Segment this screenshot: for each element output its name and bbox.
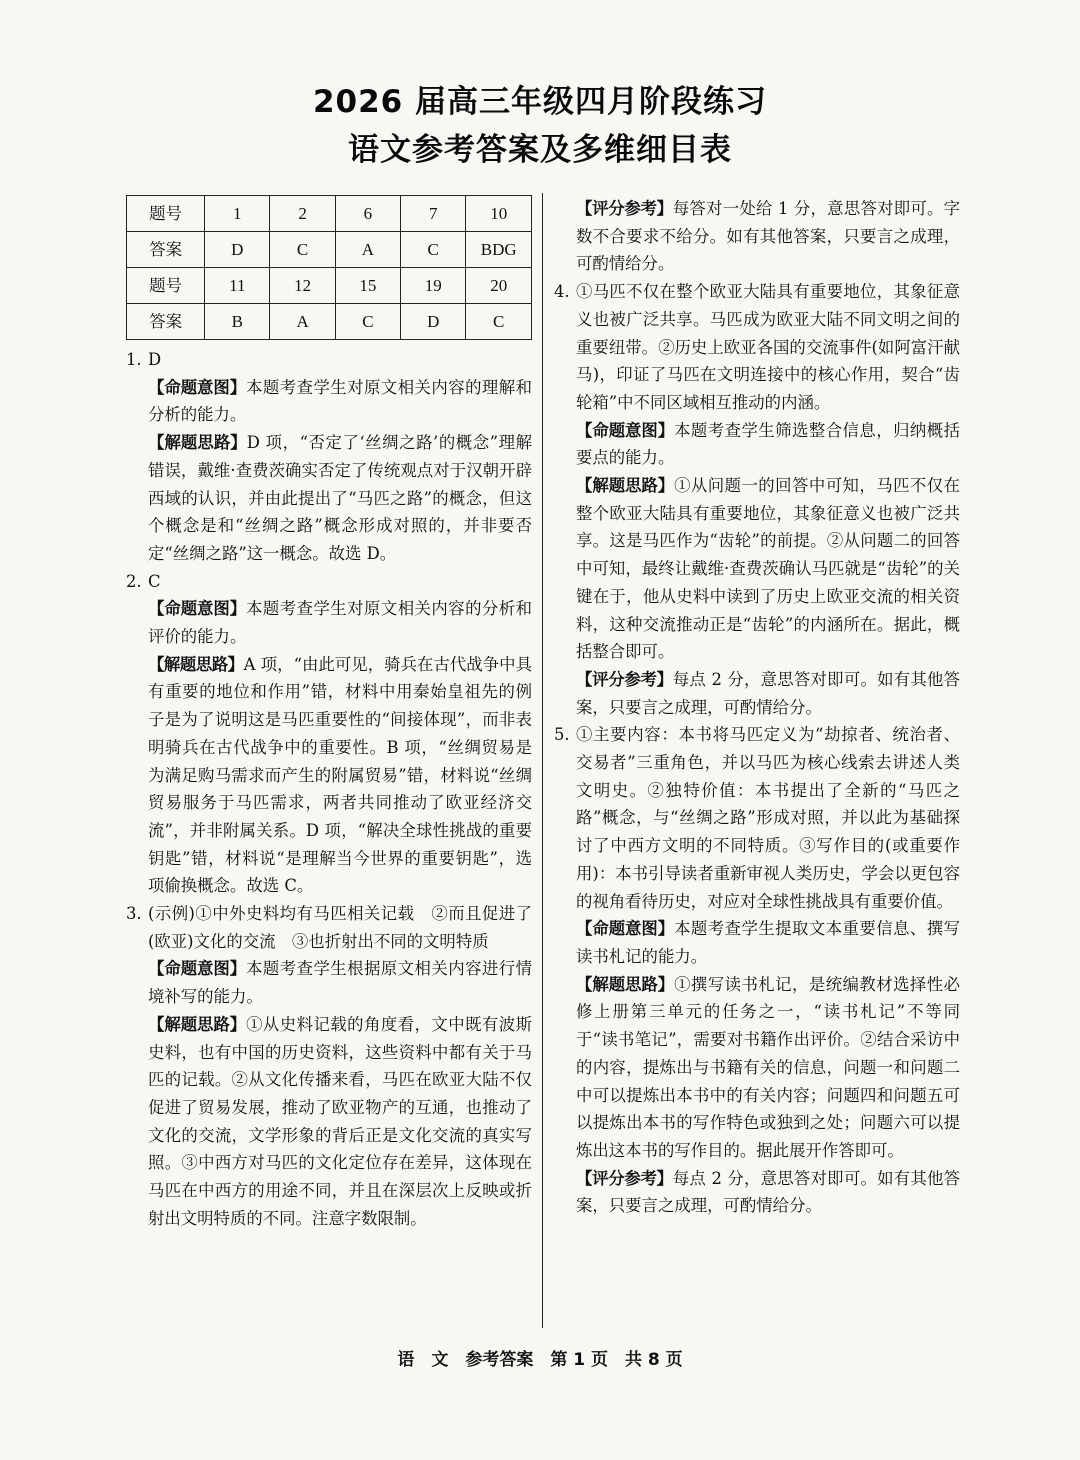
table-cell: BDG	[466, 232, 532, 268]
score-tag: 【评分参考】	[576, 669, 673, 689]
table-cell: 答案	[127, 304, 205, 340]
intent-tag: 【命题意图】	[576, 919, 675, 939]
intent-tag: 【命题意图】	[148, 959, 247, 979]
table-cell: 19	[401, 268, 466, 304]
question-number: 4.	[554, 282, 570, 302]
table-cell: 题号	[127, 268, 205, 304]
score-tag: 【评分参考】	[576, 199, 673, 218]
question-2	[126, 568, 532, 596]
question-number: 3.	[126, 904, 142, 924]
table-cell: C	[401, 232, 466, 268]
answer-text: ①主要内容：本书将马匹定义为“劫掠者、统治者、交易者”三重角色，并以马匹为核心线索去讲述人类文明史。②独特价值：本书提出了全新的“马匹之路”概念，与“丝绸之路”形成对照，并以此为基础探讨了中西方文明的不同特质。③写作目的(或重要作用)：本书引导读者重新审视人类历史，学会以更包容的视角看待历史，对应对全球性挑战具有重要价值。	[576, 725, 960, 911]
question-number: 5.	[554, 725, 570, 745]
score-tag: 【评分参考】	[576, 1168, 673, 1188]
document-title: 2026 届高三年级四月阶段练习	[312, 84, 768, 120]
score-text: 每点 2 分，意思答对即可。如有其他答案，只要言之成理，可酌情给分。	[576, 669, 960, 717]
idea-text: D 项，“否定了‘丝绸之路’的概念”理解错误，戴维·查费茨确实否定了传统观点对于汉朝开辟西域的认识，并由此提出了“马匹之路”的概念，但这个概念是和“丝绸之路”概念形成对照的，并非要否定“丝绸之路”这一概念。故选 D。	[148, 433, 533, 563]
table-cell: A	[270, 304, 335, 340]
table-cell: 题号	[127, 196, 205, 232]
table-cell: 6	[335, 196, 400, 232]
document-subtitle: 语文参考答案及多维细目表	[348, 132, 732, 168]
answer-text: ①马匹不仅在整个欧亚大陆具有重要地位，其象征意义也被广泛共享。马匹成为欧亚大陆不同文明之间的重要纽带。②历史上欧亚各国的交流事件(如阿富汗献马)，印证了马匹在文明连接中的核心作用，契合“齿轮箱”中不同区域相互推动的内涵。	[576, 282, 960, 412]
score-text: 每点 2 分，意思答对即可。如有其他答案，只要言之成理，可酌情给分。	[576, 1168, 960, 1216]
idea-tag: 【解题思路】	[148, 433, 247, 453]
idea-paragraph	[148, 651, 532, 900]
idea-text: ①从史料记载的角度看，文中既有波斯史料，也有中国的历史资料，这些资料中都有关于马匹的记载。②从文化传播来看，马匹在欧亚大陆不仅促进了贸易发展，推动了欧亚物产的互通，也推动了文化的交流，文学形象的背后正是文化交流的真实写照。③中西方对马匹的文化定位存在差异，这体现在马匹在中西方的用途不同，并且在深层次上反映或折射出文明特质的不同。注意字数限制。	[148, 1014, 533, 1228]
question-4	[554, 278, 960, 417]
table-cell: D	[205, 232, 270, 268]
table-cell: B	[205, 304, 270, 340]
idea-paragraph	[148, 1011, 532, 1233]
intent-paragraph	[148, 374, 532, 429]
question-number: 2.	[126, 571, 142, 591]
intent-text: 本题考查学生对原文相关内容的分析和评价的能力。	[148, 599, 533, 647]
table-cell: 2	[270, 196, 335, 232]
table-cell: 11	[205, 268, 270, 304]
table-cell: C	[466, 304, 532, 340]
intent-tag: 【命题意图】	[576, 420, 675, 440]
intent-tag: 【命题意图】	[148, 377, 247, 397]
table-cell: D	[401, 304, 466, 340]
intent-text: 本题考查学生提取文本重要信息、撰写读书札记的能力。	[576, 919, 961, 966]
idea-text: ①从问题一的回答中可知，马匹不仅在整个欧亚大陆具有重要地位，其象征意义也被广泛共享。这是马匹作为“齿轮”的前提。②从问题二的回答中可知，最终让戴维·查费茨确认马匹就是“齿轮”的关键在于，他从史料中读到了历史上欧亚交流的相关资料，这种交流推动正是“齿轮”的内涵所在。据此，概括整合即可。	[576, 476, 961, 662]
table-cell: 20	[466, 268, 532, 304]
idea-tag: 【解题思路】	[576, 974, 675, 994]
table-row	[127, 304, 532, 340]
question-number: 1.	[126, 350, 142, 369]
intent-paragraph	[148, 955, 532, 1010]
table-cell: C	[270, 232, 335, 268]
table-row	[127, 232, 532, 268]
table-cell: 15	[335, 268, 400, 304]
intent-tag: 【命题意图】	[148, 599, 247, 619]
intent-text: 本题考查学生筛选整合信息，归纳概括要点的能力。	[576, 420, 961, 468]
idea-paragraph	[576, 472, 960, 666]
intent-paragraph	[576, 417, 960, 472]
answer-text: C	[148, 571, 161, 591]
idea-text: ①撰写读书札记，是统编教材选择性必修上册第三单元的任务之一，“读书札记”不等同于“读书笔记”，需要对书籍作出评价。②结合采访中的内容，提炼出与书籍有关的信息，问题一和问题二中可以提炼出本书中的有关内容；问题四和问题五可以提炼出本书的写作特色或独到之处；问题六可以提炼出这本书的写作目的。据此展开作答即可。	[576, 974, 961, 1160]
idea-paragraph	[148, 429, 532, 568]
table-row	[127, 268, 532, 304]
intent-text: 本题考查学生根据原文相关内容进行情境补写的能力。	[148, 959, 533, 1007]
table-cell: 10	[466, 196, 532, 232]
table-cell: 答案	[127, 232, 205, 268]
table-cell: 1	[205, 196, 270, 232]
answer-table	[126, 195, 532, 340]
score-paragraph	[576, 195, 960, 278]
score-paragraph	[576, 1165, 960, 1220]
idea-tag: 【解题思路】	[576, 476, 675, 496]
question-1	[126, 346, 532, 374]
idea-tag: 【解题思路】	[148, 654, 244, 674]
score-paragraph	[576, 666, 960, 721]
intent-paragraph	[148, 595, 532, 650]
answer-text: (示例)①中外史料均有马匹相关记载 ②而且促进了(欧亚)文化的交流 ③也折射出不同的文明特质	[148, 904, 532, 951]
table-cell: 7	[401, 196, 466, 232]
question-5	[554, 721, 960, 915]
idea-tag: 【解题思路】	[148, 1014, 247, 1034]
table-cell: 12	[270, 268, 335, 304]
question-3	[126, 900, 532, 955]
score-text: 每答对一处给 1 分，意思答对即可。字数不合要求不给分。如有其他答案，只要言之成理，可酌情给分。	[576, 199, 960, 274]
table-cell: C	[335, 304, 400, 340]
idea-text: A 项，“由此可见，骑兵在古代战争中具有重要的地位和作用”错，材料中用秦始皇祖先的例子是为了说明这是马匹重要性的“间接体现”，而非表明骑兵在古代战争中的重要性。B 项，“丝绸贸易是为满足购马需求而产生的附属贸易”错，材料说“丝绸贸易服务于马匹需求，两者共同推动了欧亚经济交流”，并非附属关系。D 项，“解决全球性挑战的重要钥匙”错，材料说“是理解当今世界的重要钥匙”，选项偷换概念。故选 C。	[148, 654, 533, 896]
page-footer: 语 文 参考答案 第 1 页 共 8 页	[397, 1350, 683, 1370]
column-divider	[542, 193, 543, 1328]
left-column	[126, 195, 532, 1233]
idea-paragraph	[576, 971, 960, 1165]
answer-text: D	[148, 350, 162, 369]
intent-text: 本题考查学生对原文相关内容的理解和分析的能力。	[148, 377, 533, 425]
right-column	[554, 195, 960, 1220]
intent-paragraph	[576, 915, 960, 970]
table-cell: A	[335, 232, 400, 268]
table-row	[127, 196, 532, 232]
